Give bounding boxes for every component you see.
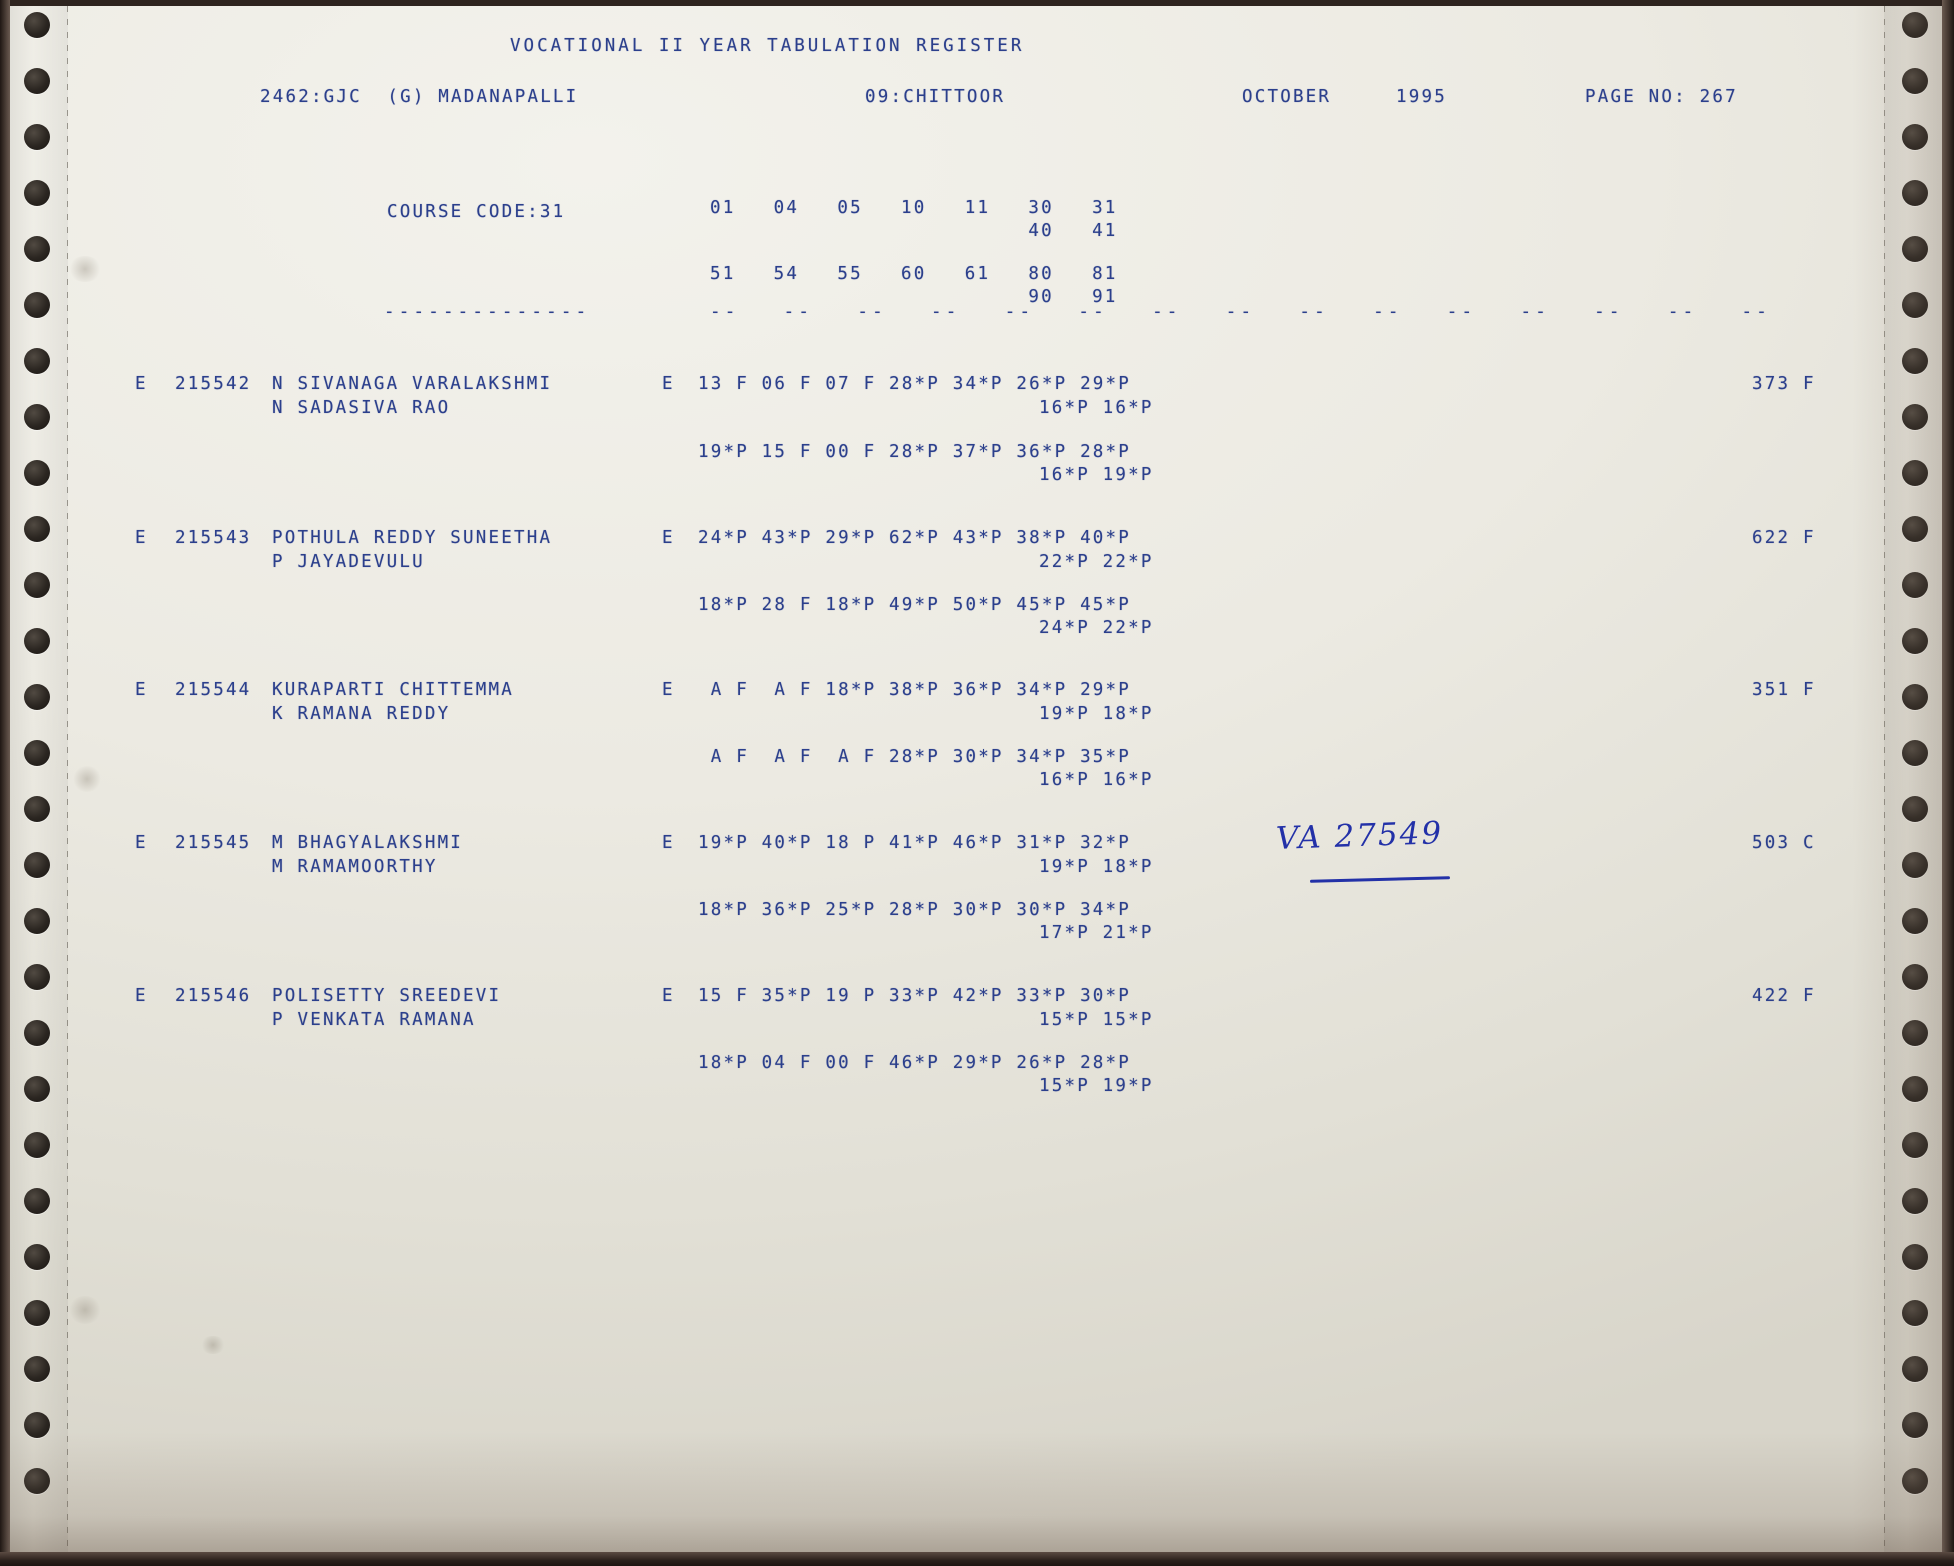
record-marks-line-4: 15*P 19*P bbox=[1039, 1076, 1154, 1096]
feed-hole bbox=[1902, 12, 1928, 38]
feed-hole bbox=[1902, 1076, 1928, 1102]
scan-shadow-bottom bbox=[10, 1432, 1942, 1552]
college-name: 2462:GJC (G) MADANAPALLI bbox=[260, 87, 579, 107]
record-student-name: M BHAGYALAKSHMI bbox=[272, 833, 464, 853]
feed-hole bbox=[24, 68, 50, 94]
record-marks-line-1: A F A F 18*P 38*P 36*P 34*P 29*P bbox=[698, 680, 1132, 700]
record-marks-line-3: 19*P 15 F 00 F 28*P 37*P 36*P 28*P bbox=[698, 442, 1132, 462]
feed-hole bbox=[1902, 572, 1928, 598]
record-marks-line-1: 19*P 40*P 18 P 41*P 46*P 31*P 32*P bbox=[698, 833, 1132, 853]
scan-edge-right bbox=[1942, 0, 1954, 1566]
subject-code-row-1: 01 04 05 10 11 30 31 bbox=[710, 198, 1118, 218]
record-total: 422 F bbox=[1752, 986, 1816, 1006]
feed-hole bbox=[24, 404, 50, 430]
record-marks-line-2: 16*P 16*P bbox=[1039, 398, 1154, 418]
feed-hole bbox=[24, 236, 50, 262]
record-row-flag: E bbox=[662, 374, 675, 394]
subject-code-row-2: 40 41 bbox=[710, 221, 1118, 241]
feed-hole bbox=[24, 516, 50, 542]
record-father-name: M RAMAMOORTHY bbox=[272, 857, 438, 877]
paper-stain bbox=[68, 1296, 102, 1324]
record-student-name: POTHULA REDDY SUNEETHA bbox=[272, 528, 553, 548]
feed-hole bbox=[24, 1300, 50, 1326]
record-grade-flag: E bbox=[135, 528, 148, 548]
record-marks-line-2: 19*P 18*P bbox=[1039, 857, 1154, 877]
record-marks-line-4: 24*P 22*P bbox=[1039, 618, 1154, 638]
record-marks-line-2: 15*P 15*P bbox=[1039, 1010, 1154, 1030]
feed-hole bbox=[1902, 516, 1928, 542]
feed-hole bbox=[24, 460, 50, 486]
feed-hole bbox=[24, 124, 50, 150]
record-father-name: K RAMANA REDDY bbox=[272, 704, 451, 724]
record-father-name: P VENKATA RAMANA bbox=[272, 1010, 476, 1030]
record-marks-line-4: 16*P 16*P bbox=[1039, 770, 1154, 790]
scan-edge-bottom bbox=[0, 1552, 1954, 1566]
record-row-flag: E bbox=[662, 680, 675, 700]
feed-hole bbox=[24, 180, 50, 206]
feed-hole bbox=[24, 348, 50, 374]
record-grade-flag: E bbox=[135, 833, 148, 853]
feed-hole bbox=[1902, 236, 1928, 262]
feed-hole bbox=[1902, 796, 1928, 822]
paper-sheet bbox=[10, 6, 1942, 1552]
handwritten-underline bbox=[1310, 876, 1450, 883]
header-separator: -------------- bbox=[384, 302, 591, 322]
perforation-line-left bbox=[67, 6, 68, 1552]
subject-code-row-3: 51 54 55 60 61 80 81 bbox=[710, 264, 1118, 284]
feed-hole bbox=[24, 908, 50, 934]
feed-hole bbox=[24, 572, 50, 598]
record-grade-flag: E bbox=[135, 374, 148, 394]
feed-hole bbox=[24, 1412, 50, 1438]
feed-hole bbox=[1902, 628, 1928, 654]
record-row-flag: E bbox=[662, 528, 675, 548]
perforation-line-right bbox=[1884, 6, 1885, 1552]
feed-hole bbox=[1902, 1412, 1928, 1438]
feed-hole bbox=[1902, 292, 1928, 318]
feed-hole bbox=[1902, 852, 1928, 878]
feed-hole bbox=[24, 1356, 50, 1382]
paper-stain bbox=[68, 256, 102, 282]
feed-hole bbox=[1902, 740, 1928, 766]
page-number-label: PAGE NO: 267 bbox=[1585, 87, 1738, 107]
feed-hole bbox=[1902, 124, 1928, 150]
feed-hole bbox=[24, 628, 50, 654]
record-marks-line-2: 19*P 18*P bbox=[1039, 704, 1154, 724]
record-student-name: POLISETTY SREEDEVI bbox=[272, 986, 502, 1006]
paper-stain bbox=[200, 1336, 226, 1354]
paper-stain bbox=[72, 766, 102, 792]
feed-hole bbox=[24, 1076, 50, 1102]
record-marks-line-1: 24*P 43*P 29*P 62*P 43*P 38*P 40*P bbox=[698, 528, 1132, 548]
feed-hole bbox=[24, 1244, 50, 1270]
feed-hole bbox=[24, 1020, 50, 1046]
feed-hole bbox=[24, 1132, 50, 1158]
feed-hole bbox=[1902, 1020, 1928, 1046]
record-roll-number: 215543 bbox=[175, 528, 252, 548]
record-marks-line-4: 17*P 21*P bbox=[1039, 923, 1154, 943]
feed-hole bbox=[1902, 348, 1928, 374]
record-roll-number: 215545 bbox=[175, 833, 252, 853]
handwritten-annotation: VA 27549 bbox=[1275, 815, 1444, 857]
record-total: 622 F bbox=[1752, 528, 1816, 548]
feed-hole bbox=[1902, 1300, 1928, 1326]
feed-hole bbox=[1902, 68, 1928, 94]
record-grade-flag: E bbox=[135, 986, 148, 1006]
record-marks-line-3: 18*P 36*P 25*P 28*P 30*P 30*P 34*P bbox=[698, 900, 1132, 920]
record-marks-line-3: 18*P 04 F 00 F 46*P 29*P 26*P 28*P bbox=[698, 1053, 1132, 1073]
record-roll-number: 215546 bbox=[175, 986, 252, 1006]
record-total: 373 F bbox=[1752, 374, 1816, 394]
record-row-flag: E bbox=[662, 986, 675, 1006]
record-marks-line-3: A F A F A F 28*P 30*P 34*P 35*P bbox=[698, 747, 1132, 767]
record-father-name: P JAYADEVULU bbox=[272, 552, 425, 572]
month-label: OCTOBER bbox=[1242, 87, 1332, 107]
feed-hole bbox=[1902, 1188, 1928, 1214]
feed-hole bbox=[1902, 1468, 1928, 1494]
feed-hole bbox=[24, 12, 50, 38]
district-name: 09:CHITTOOR bbox=[865, 87, 1006, 107]
feed-hole bbox=[1902, 460, 1928, 486]
feed-hole bbox=[24, 1468, 50, 1494]
record-roll-number: 215542 bbox=[175, 374, 252, 394]
record-total: 351 F bbox=[1752, 680, 1816, 700]
record-marks-line-3: 18*P 28 F 18*P 49*P 50*P 45*P 45*P bbox=[698, 595, 1132, 615]
feed-hole bbox=[1902, 180, 1928, 206]
record-marks-line-4: 16*P 19*P bbox=[1039, 465, 1154, 485]
record-marks-line-2: 22*P 22*P bbox=[1039, 552, 1154, 572]
feed-hole bbox=[1902, 1244, 1928, 1270]
record-father-name: N SADASIVA RAO bbox=[272, 398, 451, 418]
record-student-name: N SIVANAGA VARALAKSHMI bbox=[272, 374, 553, 394]
year-label: 1995 bbox=[1396, 87, 1447, 107]
feed-hole bbox=[1902, 908, 1928, 934]
feed-hole bbox=[24, 740, 50, 766]
feed-hole bbox=[24, 852, 50, 878]
course-code-label: COURSE CODE:31 bbox=[387, 202, 566, 222]
feed-hole bbox=[24, 796, 50, 822]
feed-hole bbox=[24, 964, 50, 990]
record-marks-line-1: 13 F 06 F 07 F 28*P 34*P 26*P 29*P bbox=[698, 374, 1132, 394]
record-total: 503 C bbox=[1752, 833, 1816, 853]
column-dash-row: -- -- -- -- -- -- -- -- -- -- -- -- -- -- -- bbox=[710, 302, 1771, 322]
feed-hole bbox=[1902, 684, 1928, 710]
feed-hole bbox=[1902, 1132, 1928, 1158]
record-row-flag: E bbox=[662, 833, 675, 853]
record-grade-flag: E bbox=[135, 680, 148, 700]
feed-hole bbox=[24, 684, 50, 710]
feed-hole bbox=[1902, 404, 1928, 430]
document-title: VOCATIONAL II YEAR TABULATION REGISTER bbox=[510, 36, 1025, 56]
feed-hole bbox=[1902, 1356, 1928, 1382]
feed-hole bbox=[1902, 964, 1928, 990]
scan-edge-left bbox=[0, 0, 10, 1566]
feed-hole bbox=[24, 1188, 50, 1214]
subject-code-row-4: 90 91 bbox=[710, 287, 1118, 307]
record-marks-line-1: 15 F 35*P 19 P 33*P 42*P 33*P 30*P bbox=[698, 986, 1132, 1006]
record-roll-number: 215544 bbox=[175, 680, 252, 700]
feed-hole bbox=[24, 292, 50, 318]
record-student-name: KURAPARTI CHITTEMMA bbox=[272, 680, 514, 700]
